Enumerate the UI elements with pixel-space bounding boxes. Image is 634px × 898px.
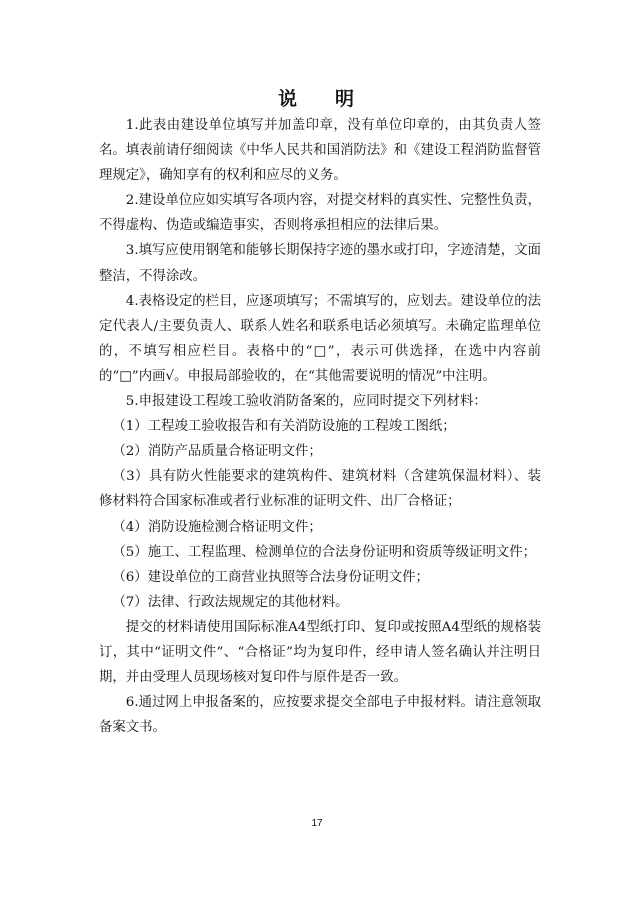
paragraph-2: 2.建设单位应如实填写各项内容，对提交材料的真实性、完整性负责，不得虚构、伪造或编造事实，否则将承担相应的法律后果。 — [99, 193, 541, 234]
paragraph-3: 3.填写应使用钢笔和能够长期保持字迹的墨水或打印，字迹清楚，文面整洁，不得涂改。 — [99, 243, 541, 284]
instructions-body — [99, 113, 541, 740]
paragraph-5: 5.申报建设工程竣工验收消防备案的，应同时提交下列材料： — [125, 394, 487, 410]
paragraph-4: 4.表格设定的栏目，应逐项填写；不需填写的，应划去。建设单位的法定代表人/主要负责人、联系人姓名和联系电话必须填写。未确定监理单位的，不填写相应栏目。表格中的“□”，表示可供选择，在选中内容前的“□”内画√。申报局部验收的，在“其他需要说明的情况”中注明。 — [99, 293, 541, 384]
material-item-4: （4）消防设施检测合格证明文件； — [112, 519, 322, 535]
material-item-1: （1）工程竣工验收报告和有关消防设施的工程竣工图纸； — [112, 419, 456, 435]
material-item-7: （7）法律、行政法规规定的其他材料。 — [112, 594, 349, 610]
material-item-3: （3）具有防火性能要求的建筑构件、建筑材料（含建筑保温材料）、装修材料符合国家标准或者行业标准的证明文件、出厂合格证； — [99, 469, 541, 510]
page-title — [0, 84, 634, 111]
paragraph-6: 6.通过网上申报备案的，应按要求提交全部电子申报材料。请注意领取备案文书。 — [99, 695, 541, 736]
title-char-2: 明 — [335, 88, 357, 110]
materials-note: 提交的材料请使用国际标准A4型纸打印、复印或按照A4型纸的规格装订，其中“证明文件”、“合格证”均为复印件，经申请人签名确认并注明日期，并由受理人员现场核对复印件与原件是否一致。 — [99, 619, 541, 686]
title-char-1: 说 — [277, 88, 299, 110]
material-item-6: （6）建设单位的工商营业执照等合法身份证明文件； — [112, 569, 429, 585]
page-number: 17 — [311, 818, 323, 829]
material-item-2: （2）消防产品质量合格证明文件； — [112, 444, 322, 460]
material-item-5: （5）施工、工程监理、检测单位的合法身份证明和资质等级证明文件； — [112, 544, 537, 560]
paragraph-1: 1.此表由建设单位填写并加盖印章，没有单位印章的，由其负责人签名。填表前请仔细阅读《中华人民共和国消防法》和《建设工程消防监督管理规定》，确知享有的权利和应尽的义务。 — [99, 118, 541, 184]
